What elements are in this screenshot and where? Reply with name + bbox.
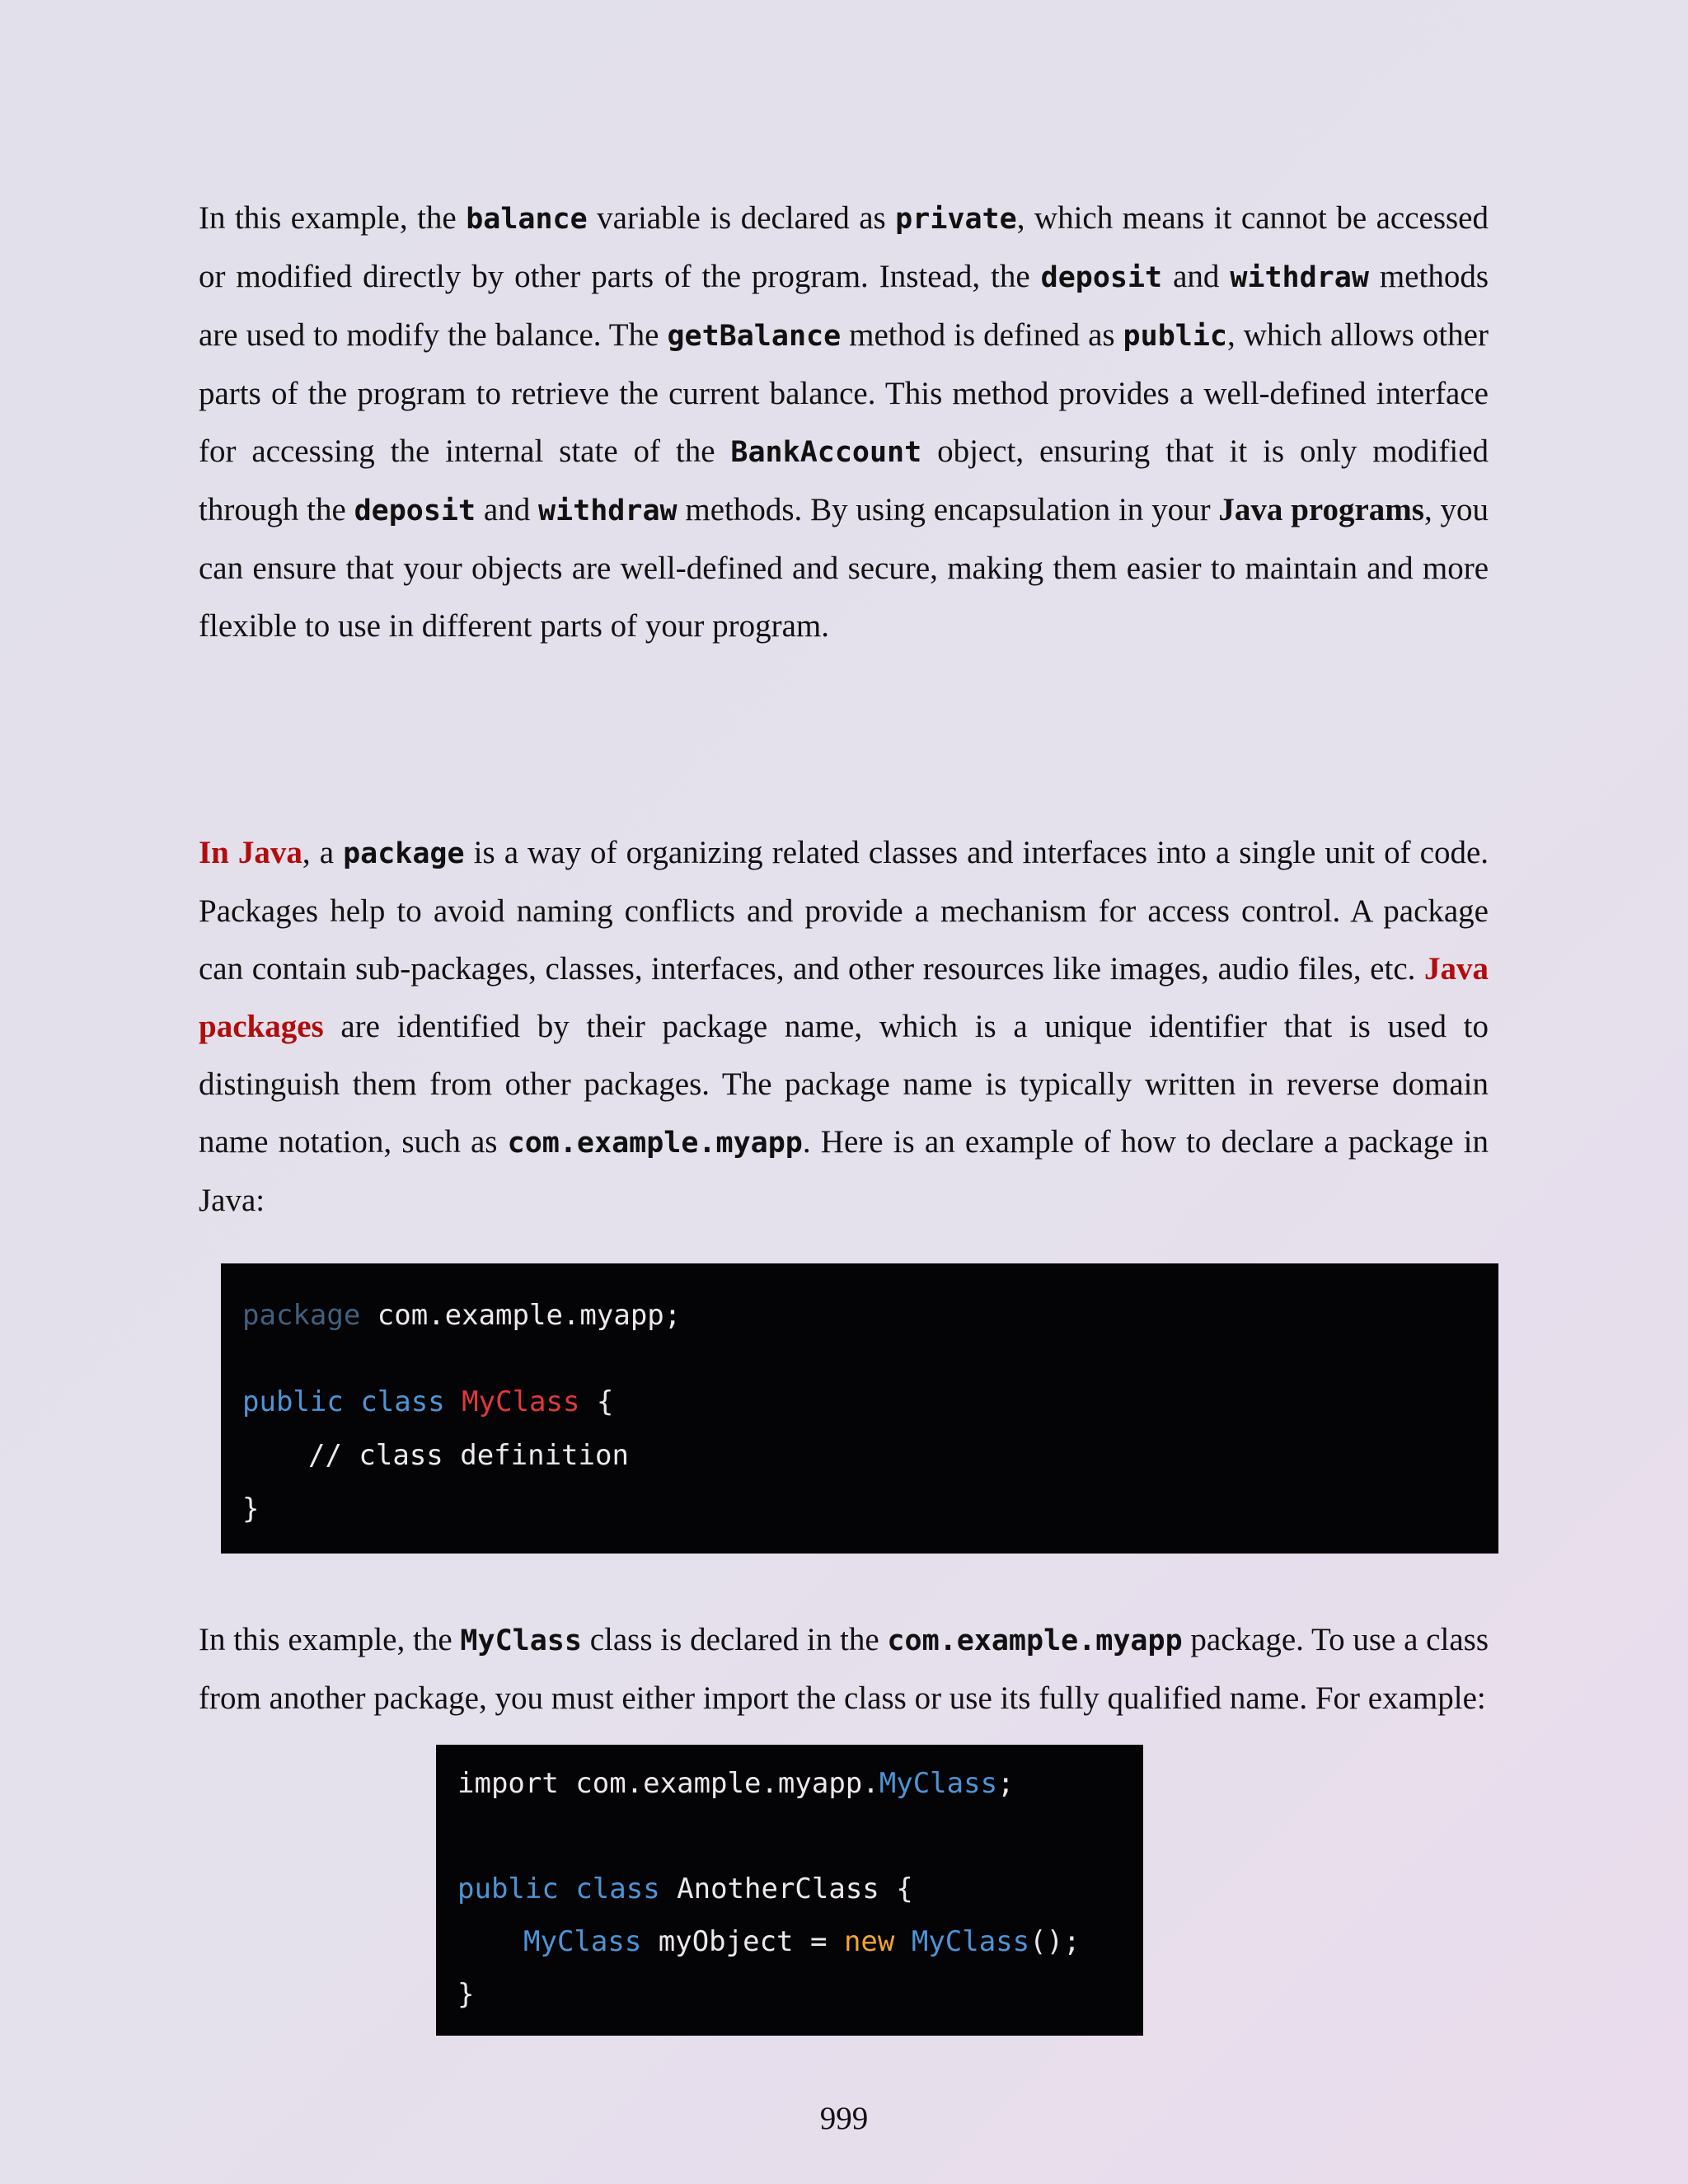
paragraph-packages bbox=[199, 824, 1489, 1230]
text: , which allows other parts of the program to retrieve the current balance. This method provides a well-defined interface for accessing the internal state of the bbox=[199, 317, 1489, 469]
code-term: public bbox=[1123, 320, 1227, 353]
text: methods are used to modify the balance. The bbox=[199, 259, 1489, 353]
text: method is defined as bbox=[841, 317, 1123, 353]
code-comment: // class definition bbox=[308, 1439, 629, 1472]
paragraph-encapsulation bbox=[199, 190, 1489, 655]
code-text: import com.example.myapp. bbox=[457, 1767, 879, 1800]
text: . Here is an example of how to declare a package in Java: bbox=[199, 1124, 1489, 1218]
code-class-name: MyClass bbox=[911, 1925, 1030, 1958]
code-term: com.example.myapp bbox=[887, 1624, 1183, 1657]
code-line: } bbox=[242, 1493, 260, 1526]
code-line bbox=[242, 1376, 1477, 1429]
text: package. To use a class from another package, you must either import the class or use its fully qualified name. For example: bbox=[199, 1622, 1489, 1716]
text: methods. By using encapsulation in your bbox=[677, 492, 1219, 527]
code-text bbox=[894, 1925, 911, 1958]
code-line bbox=[242, 1289, 1477, 1343]
code-block-import bbox=[436, 1745, 1143, 2036]
text: In this example, the bbox=[199, 200, 467, 236]
text: is a way of organizing related classes and interfaces into a single unit of code. Packages help to avoid naming conflicts and provide a mechanism for access control. A package can contain sub-packages, classes, interfaces, and other resources like images, audio files, etc. bbox=[199, 835, 1489, 987]
code-keyword: public bbox=[242, 1385, 344, 1418]
code-text: (); bbox=[1029, 1925, 1081, 1958]
code-term: getBalance bbox=[667, 320, 842, 353]
paragraph-usage bbox=[199, 1611, 1489, 1727]
text: and bbox=[476, 492, 539, 527]
code-term: MyClass bbox=[460, 1624, 582, 1657]
text: , a bbox=[302, 835, 344, 870]
text: , which means it cannot be accessed or modified directly by other parts of the program. Instead, the bbox=[199, 200, 1489, 294]
code-text: { bbox=[579, 1385, 614, 1418]
code-class-name: MyClass bbox=[879, 1767, 998, 1800]
code-block-package bbox=[221, 1263, 1498, 1554]
code-line bbox=[457, 1863, 1122, 1915]
code-line bbox=[457, 1915, 1122, 1968]
code-line: } bbox=[457, 1978, 475, 2011]
highlight-term: In Java bbox=[199, 835, 302, 870]
code-keyword: class bbox=[575, 1872, 660, 1905]
code-keyword: class bbox=[360, 1385, 445, 1418]
code-text: com.example.myapp; bbox=[360, 1299, 682, 1332]
code-keyword: new bbox=[843, 1925, 895, 1958]
code-blank-line bbox=[457, 1810, 1122, 1863]
text: object, ensuring that it is only modified through the bbox=[199, 434, 1489, 527]
text: class is declared in the bbox=[581, 1622, 888, 1657]
code-blank-line bbox=[242, 1343, 1477, 1376]
code-text: AnotherClass { bbox=[659, 1872, 913, 1905]
page-number: 999 bbox=[819, 2101, 869, 2136]
code-term: package bbox=[343, 837, 465, 870]
text: and bbox=[1162, 259, 1231, 294]
text: are identified by their package name, which is a unique identifier that is used to distinguish them from other packages. The package name is typically written in reverse domain name notation, such as bbox=[199, 1009, 1489, 1160]
code-text bbox=[445, 1385, 462, 1418]
text: variable is declared as bbox=[587, 200, 896, 236]
code-text: myObject = bbox=[641, 1925, 844, 1958]
code-term: BankAccount bbox=[730, 436, 922, 469]
code-text: ; bbox=[997, 1767, 1015, 1800]
code-text bbox=[559, 1872, 575, 1905]
code-term: deposit bbox=[354, 494, 476, 527]
code-text bbox=[344, 1385, 360, 1418]
bold-term: Java programs bbox=[1218, 492, 1424, 527]
code-term: private bbox=[895, 203, 1017, 236]
text: , you can ensure that your objects are well-defined and secure, making them easier to maintain and more flexible to use in different parts of your program. bbox=[199, 492, 1489, 644]
code-keyword: public bbox=[457, 1872, 559, 1905]
code-class-name: MyClass bbox=[523, 1925, 642, 1958]
text: In this example, the bbox=[199, 1622, 461, 1657]
code-term: withdraw bbox=[1230, 261, 1369, 294]
code-term: com.example.myapp bbox=[507, 1127, 803, 1160]
code-line bbox=[457, 1757, 1122, 1810]
code-term: withdraw bbox=[538, 494, 678, 527]
code-term: deposit bbox=[1040, 261, 1163, 294]
highlight-term: Java packages bbox=[199, 951, 1489, 1044]
code-class-name: MyClass bbox=[462, 1385, 580, 1418]
code-term: balance bbox=[466, 203, 588, 236]
code-keyword: package bbox=[242, 1299, 361, 1332]
